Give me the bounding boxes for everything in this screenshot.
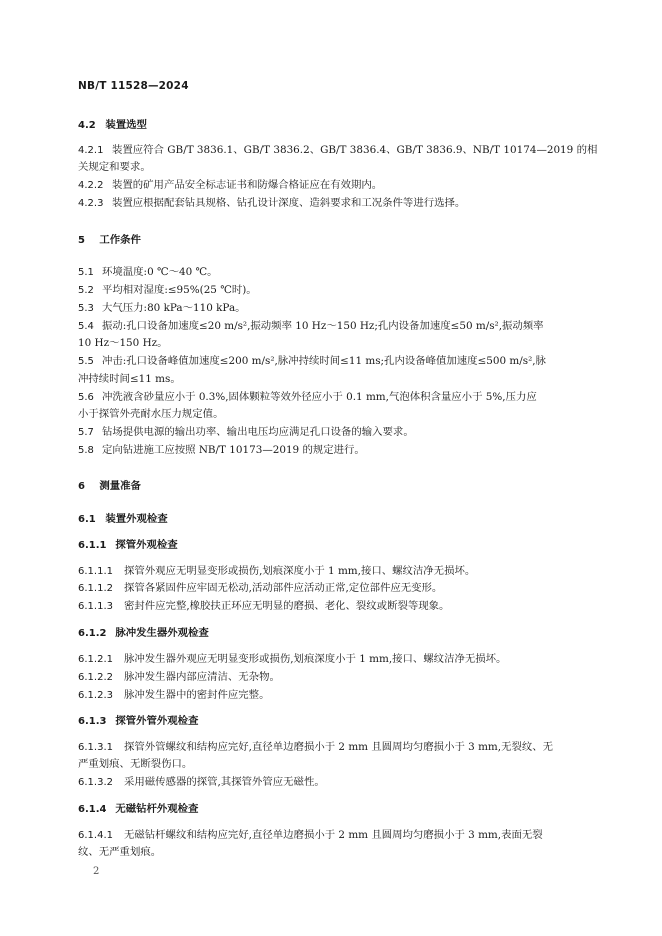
section-heading: 6 测量准备 bbox=[78, 480, 141, 492]
clause: 5.3 大气压力:80 kPa～110 kPa。 bbox=[78, 302, 246, 314]
clause: 6.1.2.1 脉冲发生器外观应无明显变形或损伤,划痕深度小于 1 mm,接口、螺纹洁净无损坏。 bbox=[78, 653, 507, 665]
clause: 5.7 钻场提供电源的输出功率、输出电压均应满足孔口设备的输入要求。 bbox=[78, 426, 414, 438]
clause-continuation: 10 Hz～150 Hz。 bbox=[78, 337, 168, 349]
section-heading: 4.2 装置选型 bbox=[78, 119, 147, 131]
clause: 6.1.2.3 脉冲发生器中的密封件应完整。 bbox=[78, 689, 270, 701]
clause: 6.1.4.1 无磁钻杆螺纹和结构应完好,直径单边磨损小于 2 mm 且圆周均匀磨损小于 3 mm,表面无裂 bbox=[78, 829, 543, 841]
section-heading: 6.1.3 探管外管外观检查 bbox=[78, 715, 199, 727]
clause: 6.1.1.3 密封件应完整,橡胶扶正环应无明显的磨损、老化、裂纹或断裂等现象。 bbox=[78, 600, 450, 612]
clause: 6.1.3.1 探管外管螺纹和结构应完好,直径单边磨损小于 2 mm 且圆周均匀磨损小于 3 mm,无裂纹、无 bbox=[78, 741, 554, 753]
clause: 5.6 冲洗液含砂量应小于 0.3%,固体颗粒等效外径应小于 0.1 mm,气泡体积含量应小于 5%,压力应 bbox=[78, 391, 537, 403]
clause: 4.2.1 装置应符合 GB/T 3836.1、GB/T 3836.2、GB/T 3836.4、GB/T 3836.9、NB/T 10174—2019 的相 bbox=[78, 144, 598, 156]
clause: 5.8 定向钻进施工应按照 NB/T 10173—2019 的规定进行。 bbox=[78, 444, 365, 456]
clause: 4.2.2 装置的矿用产品安全标志证书和防爆合格证应在有效期内。 bbox=[78, 179, 383, 191]
clause: 5.1 环境温度:0 ℃～40 ℃。 bbox=[78, 266, 218, 278]
section-heading: 6.1.1 探管外观检查 bbox=[78, 539, 178, 551]
clause-continuation: 小于探管外壳耐水压力规定值。 bbox=[78, 408, 224, 420]
clause: 5.5 冲击:孔口设备峰值加速度≤200 m/s²,脉冲持续时间≤11 ms;孔内设备峰值加速度≤500 m/s²,脉 bbox=[78, 355, 546, 367]
clause: 4.2.3 装置应根据配套钻具规格、钻孔设计深度、造斜要求和工况条件等进行选择。 bbox=[78, 197, 466, 209]
section-heading: 6.1.2 脉冲发生器外观检查 bbox=[78, 627, 209, 639]
section-heading: 5 工作条件 bbox=[78, 234, 141, 246]
section-heading: 6.1 装置外观检查 bbox=[78, 513, 168, 525]
section-heading: 6.1.4 无磁钻杆外观检查 bbox=[78, 803, 199, 815]
clause-continuation: 冲持续时间≤11 ms。 bbox=[78, 373, 181, 385]
clause-continuation: 纹、无严重划痕。 bbox=[78, 846, 162, 858]
clause: 5.2 平均相对湿度:≤95%(25 ℃时)。 bbox=[78, 284, 257, 296]
clause: 6.1.1.2 探管各紧固件应牢固无松动,活动部件应活动正常,定位部件应无变形。 bbox=[78, 582, 443, 594]
clause-continuation: 关规定和要求。 bbox=[78, 161, 151, 173]
clause: 6.1.3.2 采用磁传感器的探管,其探管外管应无磁性。 bbox=[78, 776, 325, 788]
clause: 6.1.1.1 探管外观应无明显变形或损伤,划痕深度小于 1 mm,接口、螺纹洁净无损坏。 bbox=[78, 565, 476, 577]
clause: 6.1.2.2 脉冲发生器内部应清洁、无杂物。 bbox=[78, 671, 280, 683]
clause: 5.4 振动:孔口设备加速度≤20 m/s²,振动频率 10 Hz～150 Hz;孔内设备加速度≤50 m/s²,振动频率 bbox=[78, 320, 544, 332]
standard-header: NB/T 11528—2024 bbox=[78, 80, 189, 92]
clause-continuation: 严重划痕、无断裂伤口。 bbox=[78, 758, 193, 770]
page-number: 2 bbox=[93, 866, 100, 877]
